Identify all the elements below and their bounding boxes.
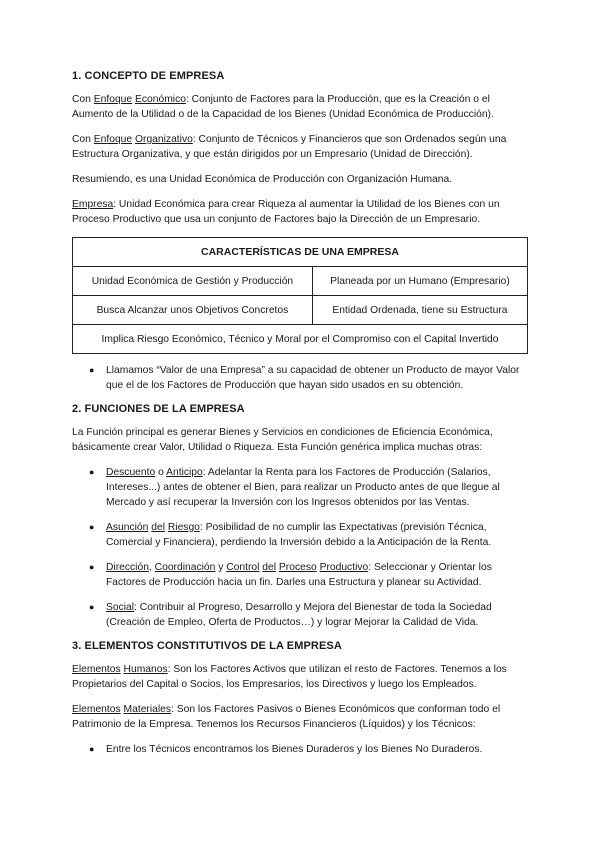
list-item bbox=[89, 520, 528, 550]
section-1-bullets bbox=[72, 363, 528, 393]
term-coordinacion: Coordinación bbox=[154, 562, 216, 573]
material-elements-paragraph bbox=[72, 702, 528, 732]
term-humanos: Humanos bbox=[123, 664, 168, 675]
connector-text: o bbox=[155, 467, 167, 478]
section-3-bullets bbox=[72, 742, 528, 757]
term-del: del bbox=[262, 562, 277, 573]
term-economico: Económico bbox=[135, 94, 186, 105]
technical-goods-text: Entre los Técnicos encontramos los Bienes Duraderos y los Bienes No Duraderos. bbox=[106, 744, 483, 755]
term-asuncion: Asunción bbox=[106, 522, 149, 533]
section-2-title: 2. FUNCIONES DE LA EMPRESA bbox=[72, 403, 245, 415]
list-item bbox=[89, 600, 528, 630]
characteristics-table bbox=[72, 237, 528, 354]
table-cell: Unidad Económica de Gestión y Producción bbox=[73, 267, 313, 296]
term-social: Social bbox=[106, 602, 135, 613]
term-proceso: Proceso bbox=[278, 562, 317, 573]
term-elementos: Elementos bbox=[72, 664, 121, 675]
section-1-title: 1. CONCEPTO DE EMPRESA bbox=[72, 70, 225, 82]
valor-empresa-text: Llamamos “Valor de una Empresa” a su capacidad de obtener un Producto de mayor Valor que el de los Factores de Producción que hayan sido usados en su obtención. bbox=[106, 365, 520, 391]
term-del: del bbox=[151, 522, 165, 533]
term-control: Control bbox=[226, 562, 260, 573]
term-elementos: Elementos bbox=[72, 704, 121, 715]
bullet-icon: ● bbox=[89, 467, 95, 477]
table-header: CARACTERÍSTICAS DE UNA EMPRESA bbox=[73, 238, 528, 267]
table-cell: Implica Riesgo Económico, Técnico y Moral por el Compromiso con el Capital Invertido bbox=[73, 325, 528, 354]
table-cell: Busca Alcanzar unos Objetivos Concretos bbox=[73, 296, 313, 325]
table-header-row bbox=[73, 238, 528, 267]
bullet-icon: ● bbox=[89, 562, 95, 572]
term-direccion: Dirección bbox=[106, 562, 149, 573]
concept-organizational-text: : Conjunto de Técnicos y Financieros que son Ordenados según una Estructura Organizativa, y que están dirigidos por un Empresario (Unidad de Dirección). bbox=[72, 134, 507, 160]
term-enfoque: Enfoque bbox=[93, 94, 133, 105]
bullet-icon: ● bbox=[89, 522, 95, 532]
list-item bbox=[89, 742, 528, 757]
term-enfoque: Enfoque bbox=[93, 134, 133, 145]
term-descuento: Descuento bbox=[106, 467, 156, 478]
function-descuento-text: : Adelantar la Renta para los Factores de Producción (Salarios, Intereses...) antes de obtener el Bien, para realizar un Producto antes de que llegue al Mercado y así recuperar la Inversión con los Ingresos obtenidos por las Ventas. bbox=[106, 467, 500, 508]
bullet-icon: ● bbox=[89, 602, 95, 612]
term-empresa: Empresa bbox=[72, 199, 114, 210]
concept-economic-text: : Conjunto de Factores para la Producción, que es la Creación o el Aumento de la Utilidad o de la Capacidad de los Bienes (Unidad Económica de Producción). bbox=[72, 94, 494, 120]
function-social-text: : Contribuir al Progreso, Desarrollo y Mejora del Bienestar de toda la Sociedad (Creación de Empleo, Oferta de Productos…) y lograr Mejorar la Calidad de Vida. bbox=[106, 602, 492, 628]
bullet-icon: ● bbox=[89, 365, 95, 375]
list-item bbox=[89, 363, 528, 393]
summary-paragraph: Resumiendo, es una Unidad Económica de Producción con Organización Humana. bbox=[72, 174, 453, 185]
table-row bbox=[73, 296, 528, 325]
table-cell: Planeada por un Humano (Empresario) bbox=[312, 267, 527, 296]
concept-economic-paragraph: Con Enfoque Económico: Conjunto de Factores para la Producción, que es la Creación o el Aumento de la Utilidad o de la Capacidad de los Bienes (Unidad Económica de Producción). bbox=[72, 94, 494, 120]
material-elements-text: : Son los Factores Pasivos o Bienes Económicos que conforman todo el Patrimonio de la Empresa. Tenemos los Recursos Financieros (Líquidos) y los Técnicos: bbox=[72, 704, 501, 730]
functions-intro-paragraph: La Función principal es generar Bienes y Servicios en condiciones de Eficiencia Económica, básicamente crear Valor, Utilidad o Riqueza. Esta Función genérica implica muchas otras: bbox=[72, 427, 493, 453]
list-item bbox=[89, 560, 528, 590]
table-row bbox=[73, 267, 528, 296]
term-productivo: Productivo bbox=[319, 562, 369, 573]
function-direccion-text: : Seleccionar y Orientar los Factores de Producción hacia un fin. Darles una Estructura y planear su Actividad. bbox=[106, 562, 492, 588]
human-elements-paragraph bbox=[72, 662, 528, 692]
term-riesgo: Riesgo bbox=[167, 522, 200, 533]
list-item bbox=[89, 465, 528, 510]
table-cell: Entidad Ordenada, tiene su Estructura bbox=[312, 296, 527, 325]
concept-organizational-paragraph: Con Enfoque Organizativo: Conjunto de Técnicos y Financieros que son Ordenados según una Estructura Organizativa, y que están dirigidos por un Empresario (Unidad de Dirección). bbox=[72, 134, 507, 160]
term-anticipo: Anticipo bbox=[166, 467, 203, 478]
functions-list bbox=[72, 465, 528, 630]
connector-text: , bbox=[148, 562, 155, 573]
human-elements-text: : Son los Factores Activos que utilizan el resto de Factores. Tenemos a los Propietarios del Capital o Socios, los Empresarios, los Directivos y luego los Empleados. bbox=[72, 664, 507, 690]
empresa-definition-text: : Unidad Económica para crear Riqueza al aumentar la Utilidad de los Bienes con un Proceso Productivo que usa un conjunto de Factores bajo la Dirección de un Empresario. bbox=[72, 199, 500, 225]
term-materiales: Materiales bbox=[123, 704, 172, 715]
section-3-title: 3. ELEMENTOS CONSTITUTIVOS DE LA EMPRESA bbox=[72, 640, 342, 652]
table-row bbox=[73, 325, 528, 354]
empresa-definition-paragraph bbox=[72, 197, 528, 227]
function-riesgo-text: : Posibilidad de no cumplir las Expectativas (previsión Técnica, Comercial y Financiera), perdiendo la Inversión debido a la Anticipación de la Renta. bbox=[106, 522, 492, 548]
term-organizativo: Organizativo bbox=[135, 134, 193, 145]
bullet-icon: ● bbox=[89, 744, 95, 754]
connector-text: y bbox=[215, 562, 227, 573]
